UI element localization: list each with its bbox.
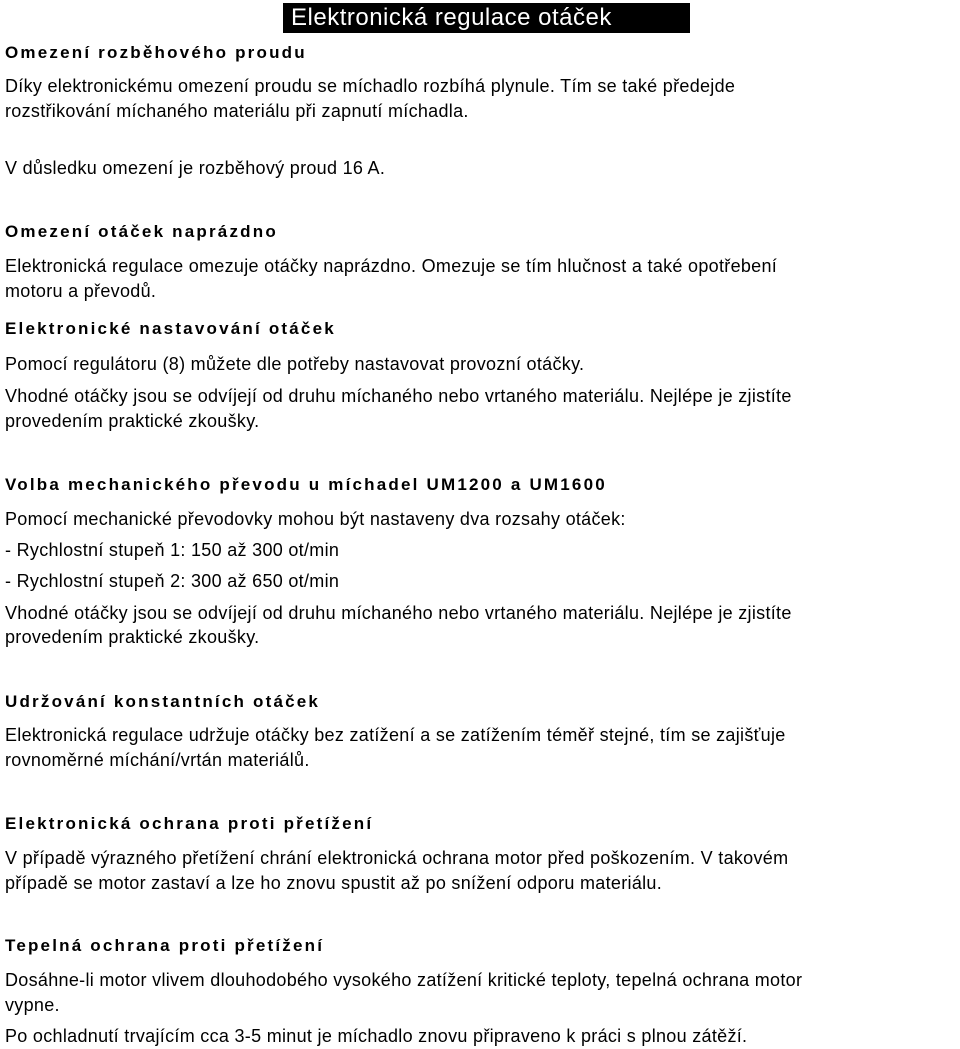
list-item: - Rychlostní stupeň 1: 150 až 300 ot/min [5,540,340,560]
paragraph-line: Díky elektronickému omezení proudu se míchadlo rozbíhá plynule. Tím se také předejde [5,76,736,96]
paragraph-line: Vhodné otáčky jsou se odvíjejí od druhu míchaného nebo vrtaného materiálu. Nejlépe je zjistíte [5,603,792,623]
paragraph-line: vypne. [5,995,60,1015]
section-heading-gear-selection: Volba mechanického převodu u míchadel UM1200 a UM1600 [5,475,607,494]
paragraph-line: motoru a převodů. [5,281,157,301]
paragraph-line: Dosáhne-li motor vlivem dlouhodobého vysokého zatížení kritické teploty, tepelná ochrana motor [5,970,803,990]
list-item: - Rychlostní stupeň 2: 300 až 650 ot/min [5,571,340,591]
paragraph-line: Pomocí mechanické převodovky mohou být nastaveny dva rozsahy otáček: [5,509,626,529]
paragraph-line: případě se motor zastaví a lze ho znovu spustit až po snížení odporu materiálu. [5,873,663,893]
paragraph-line: V případě výrazného přetížení chrání elektronická ochrana motor před poškozením. V takovém [5,848,789,868]
paragraph-line: Po ochladnutí trvajícím cca 3-5 minut je míchadlo znovu připraveno k práci s plnou zátěží. [5,1026,748,1046]
section-heading-idle-speed: Omezení otáček naprázdno [5,222,278,241]
page-title-banner: Elektronická regulace otáček [283,3,690,33]
paragraph-line: Vhodné otáčky jsou se odvíjejí od druhu míchaného nebo vrtaného materiálu. Nejlépe je zjistíte [5,386,792,406]
section-heading-overload-protection: Elektronická ochrana proti přetížení [5,814,374,833]
section-heading-inrush-current: Omezení rozběhového proudu [5,43,307,62]
paragraph-line: rozstřikování míchaného materiálu při zapnutí míchadla. [5,101,469,121]
paragraph-line: provedením praktické zkoušky. [5,411,260,431]
paragraph-line: provedením praktické zkoušky. [5,627,260,647]
section-heading-thermal-protection: Tepelná ochrana proti přetížení [5,936,325,955]
paragraph-line: V důsledku omezení je rozběhový proud 16 A. [5,158,386,178]
paragraph-line: Pomocí regulátoru (8) můžete dle potřeby nastavovat provozní otáčky. [5,354,585,374]
section-heading-constant-speed: Udržování konstantních otáček [5,692,321,711]
paragraph-line: Elektronická regulace udržuje otáčky bez zatížení a se zatížením téměř stejné, tím se zajišťuje [5,725,786,745]
paragraph-line: rovnoměrné míchání/vrtán materiálů. [5,750,310,770]
section-heading-speed-setting: Elektronické nastavování otáček [5,319,336,338]
paragraph-line: Elektronická regulace omezuje otáčky naprázdno. Omezuje se tím hlučnost a také opotřebení [5,256,778,276]
